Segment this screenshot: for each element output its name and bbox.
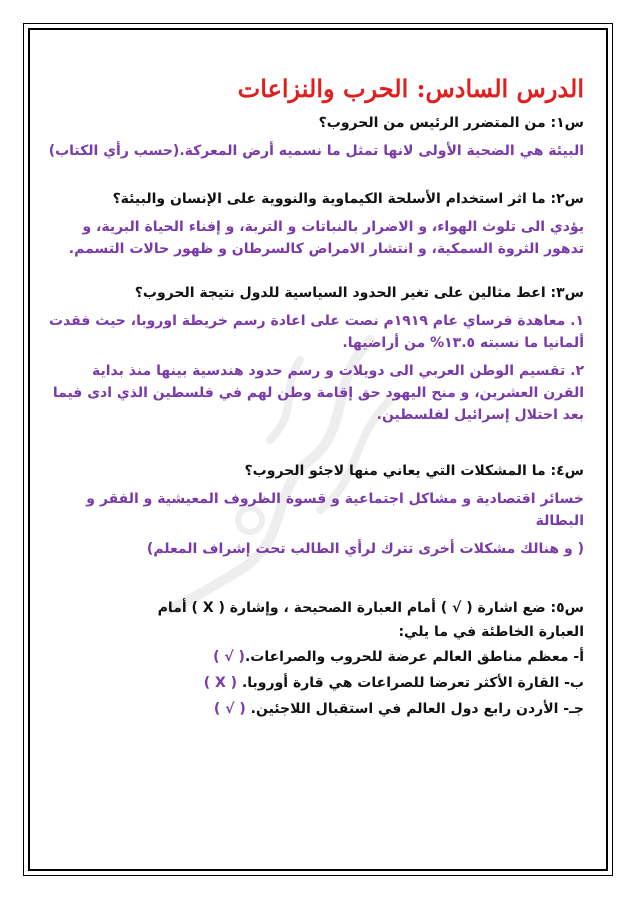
true-false-item-mark: ( √ ) — [213, 649, 245, 665]
true-false-item-text: جـ- الأردن رابع دول العالم في استقبال اللاجئين. — [250, 701, 584, 717]
answer-2: يؤدي الى تلوث الهواء، و الاضرار بالنباتات و التربة، و إفناء الحياة البرية، و تدهور الثروة السمكية، و انتشار الامراض كالسرطان و ظهور حالات التسمم. — [68, 219, 584, 257]
true-false-item-mark: ( X ) — [203, 675, 238, 691]
true-false-item — [48, 644, 584, 670]
question-5-line-1: س٥: ضع اشارة ( √ ) أمام العبارة الصحيحة ، وإشارة ( X ) أمام — [157, 600, 584, 616]
answer-3-item-2: ٢. تقسيم الوطن العربي الى دويلات و رسم حدود هندسية بينها منذ بداية القرن العشرين، و منح اليهود حق إقامة وطن لهم في فلسطين الذي ادى فيما بعد احتلال إسرائيل لفلسطين. — [52, 363, 584, 423]
true-false-item — [48, 696, 584, 722]
question-5-block — [48, 596, 584, 722]
question-1: س١: من المتضرر الرئيس من الحروب؟ — [318, 115, 584, 131]
lesson-title: الدرس السادس: الحرب والنزاعات — [237, 74, 584, 103]
answer-3-item-1: ١. معاهدة فرساي عام ١٩١٩م نصت على اعادة رسم خريطة اوروبا، حيث فقدت ألمانيا ما نسبته ١٣.٥% من أراضيها. — [49, 313, 584, 351]
lesson-content — [48, 72, 584, 722]
question-2: س٢: ما اثر استخدام الأسلحة الكيماوية والنووية على الإنسان والبيئة؟ — [112, 191, 584, 207]
true-false-item-text: ب- القارة الأكثر تعرضا للصراعات هي قارة أوروبا. — [241, 675, 584, 691]
question-3-block — [48, 282, 584, 426]
true-false-item-text: أ- معظم مناطق العالم عرضة للحروب والصراعات. — [244, 649, 584, 665]
question-4: س٤: ما المشكلات التي يعاني منها لاجئو الحروب؟ — [244, 463, 584, 479]
question-2-block — [48, 188, 584, 260]
question-4-block — [48, 460, 584, 560]
question-5-line-2: العبارة الخاطئة في ما يلي: — [398, 624, 584, 640]
true-false-item-mark: ( √ ) — [213, 701, 246, 717]
true-false-item — [48, 670, 584, 696]
question-3: س٣: اعط مثالين على تغير الحدود السياسية للدول نتيجة الحروب؟ — [134, 285, 584, 301]
question-1-block — [48, 112, 584, 162]
answer-1: البيئة هي الضحية الأولى لانها تمثل ما نسميه أرض المعركة.(حسب رأي الكتاب) — [48, 143, 584, 159]
answer-4-line-2: ( و هنالك مشكلات أخرى تترك لرأي الطالب تحت إشراف المعلم) — [146, 541, 584, 557]
answer-4-line-1: خسائر اقتصادية و مشاكل اجتماعية و قسوة الظروف المعيشية و الفقر و البطالة — [86, 491, 584, 529]
